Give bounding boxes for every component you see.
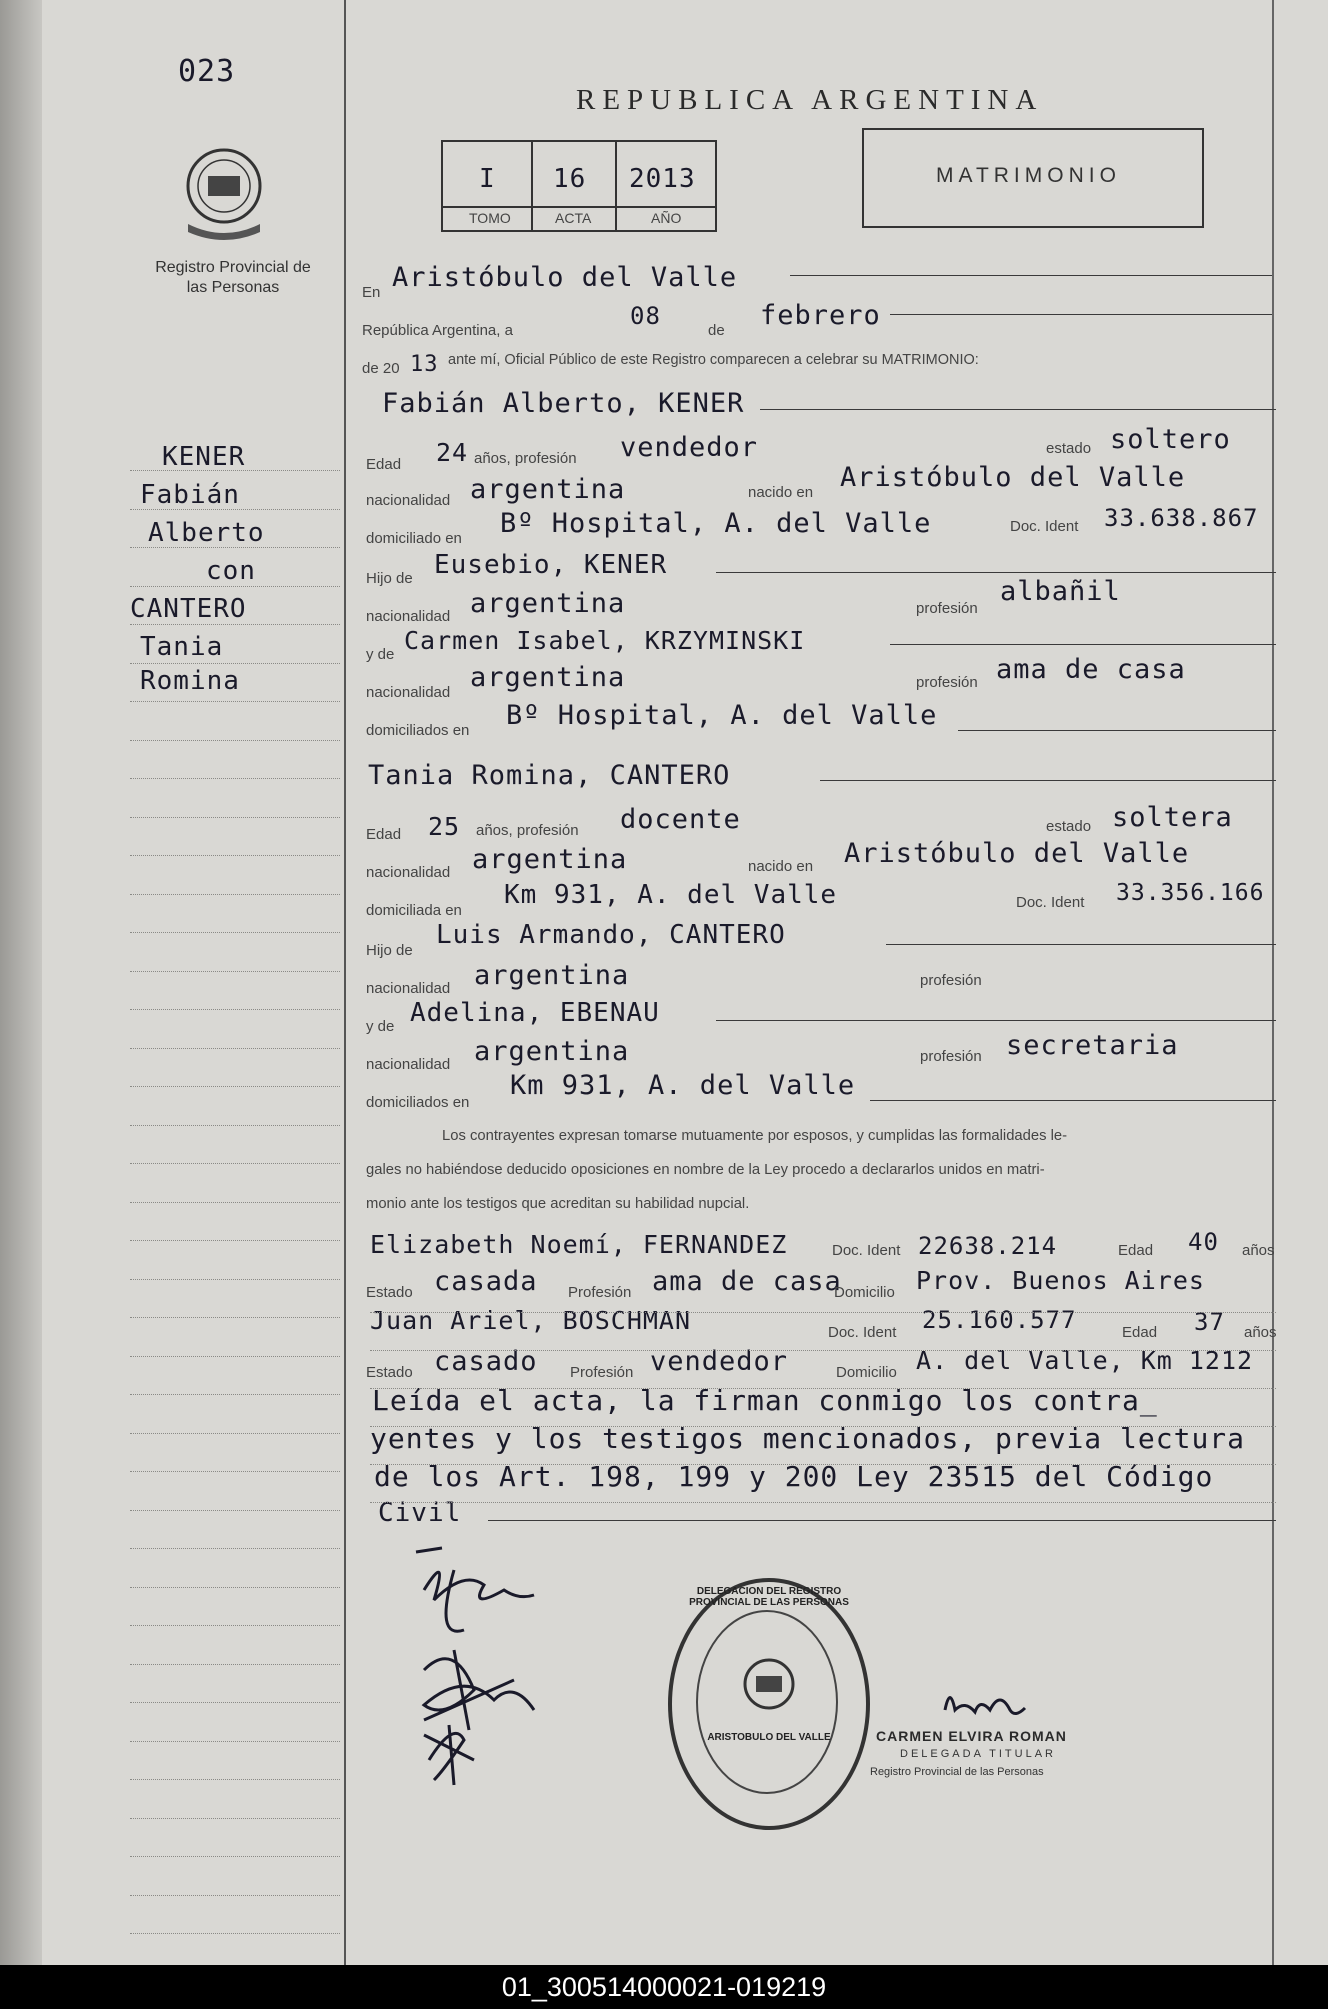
ruled-line — [130, 1856, 340, 1857]
underline — [886, 944, 1276, 945]
officer-org: Registro Provincial de las Personas — [870, 1766, 1044, 1778]
closing-line: Civil — [378, 1498, 462, 1528]
underline — [890, 644, 1276, 645]
estado-label: Estado — [366, 1284, 413, 1301]
ruled-line — [370, 1388, 1276, 1389]
ruled-line — [130, 1433, 340, 1434]
ruled-line — [130, 1394, 340, 1395]
acta-label: ACTA — [555, 210, 592, 226]
nacionalidad-label: nacionalidad — [366, 1056, 451, 1073]
nacionalidad-label: nacionalidad — [366, 864, 451, 881]
groom-mother-profession: ama de casa — [996, 654, 1186, 685]
witness2-age: 37 — [1194, 1308, 1225, 1336]
groom-age: 24 — [436, 438, 469, 467]
ruled-line — [130, 778, 340, 779]
nacionalidad-label: nacionalidad — [366, 608, 451, 625]
groom-status: soltero — [1110, 424, 1231, 455]
profesion-label: años, profesión — [474, 450, 577, 467]
rep-label: República Argentina, a — [362, 322, 513, 339]
bride-parents-address: Km 931, A. del Valle — [510, 1070, 856, 1101]
acta-value: 16 — [553, 164, 587, 194]
ruled-line — [130, 1471, 340, 1472]
ruled-line — [130, 1587, 340, 1588]
ruled-line — [130, 1779, 340, 1780]
ruled-line — [130, 547, 340, 548]
tomo-label: TOMO — [469, 210, 511, 226]
margin-note-line: CANTERO — [130, 594, 247, 624]
year-value: 13 — [410, 352, 439, 377]
ruled-line — [130, 1202, 340, 1203]
bride-mother-nationality: argentina — [474, 1036, 630, 1067]
bride-profession: docente — [620, 804, 741, 835]
nacionalidad-label: nacionalidad — [366, 492, 451, 509]
doc-label: Doc. Ident — [1010, 518, 1079, 535]
stamp-emblem-icon — [740, 1654, 798, 1718]
profesion-label: profesión — [916, 674, 978, 691]
bride-name: Tania Romina, CANTERO — [368, 760, 731, 791]
ruled-line — [130, 1664, 340, 1665]
doc-label: Doc. Ident — [1016, 894, 1085, 911]
nacido-label: nacido en — [748, 484, 814, 501]
profesion-label: Profesión — [570, 1364, 634, 1381]
doc-label: Doc. Ident — [832, 1242, 901, 1259]
ruled-line — [130, 894, 340, 895]
profesion-label: profesión — [920, 1048, 982, 1065]
witness1-name: Elizabeth Noemí, FERNANDEZ — [370, 1230, 788, 1259]
ruled-line — [370, 1426, 1276, 1427]
bride-mother-profession: secretaria — [1006, 1030, 1179, 1061]
underline — [716, 572, 1276, 573]
bride-status: soltera — [1112, 802, 1233, 833]
underline — [890, 314, 1272, 315]
ruled-line — [130, 1125, 340, 1126]
ruled-line — [130, 701, 340, 702]
officer-signature — [940, 1680, 1030, 1730]
profesion-label: profesión — [916, 600, 978, 617]
registry-stamp — [668, 1578, 870, 1830]
margin-note-line: con — [206, 556, 256, 586]
anio-label: AÑO — [651, 210, 682, 226]
edad-label: Edad — [366, 826, 402, 843]
ruled-line — [130, 1086, 340, 1087]
groom-parents-address: Bº Hospital, A. del Valle — [506, 700, 938, 731]
witness2-address: A. del Valle, Km 1212 — [916, 1346, 1254, 1375]
witness2-name: Juan Ariel, BOSCHMAN — [370, 1306, 692, 1335]
country-title: REPUBLICA ARGENTINA — [576, 84, 1044, 116]
ruled-line — [130, 1548, 340, 1549]
underline — [716, 1020, 1276, 1021]
bride-address: Km 931, A. del Valle — [504, 880, 838, 910]
ruled-line — [130, 971, 340, 972]
book-binding — [0, 0, 42, 1965]
profesion-label: años, profesión — [476, 822, 579, 839]
en-label: En — [362, 284, 381, 301]
groom-father-profession: albañil — [1000, 576, 1121, 607]
ruled-line — [130, 1317, 340, 1318]
ruled-line — [130, 470, 340, 471]
ruled-line — [130, 1625, 340, 1626]
stamp-inner-text: ARISTOBULO DEL VALLE — [707, 1732, 831, 1743]
tomo-acta-box — [441, 140, 717, 232]
edad-label: Edad — [366, 456, 402, 473]
domiciliado-label: domiciliado en — [366, 530, 462, 547]
day-value: 08 — [630, 302, 661, 330]
column-divider — [344, 0, 346, 1965]
declaration-line: Los contrayentes expresan tomarse mutuamente por esposos, y cumplidas las formalidades le- — [442, 1128, 1068, 1144]
y-de-label: y de — [366, 1018, 395, 1035]
groom-doc: 33.638.867 — [1104, 504, 1259, 532]
groom-father: Eusebio, KENER — [434, 550, 668, 580]
ruled-line — [130, 509, 340, 510]
y-de-label: y de — [366, 646, 395, 663]
bride-father: Luis Armando, CANTERO — [436, 920, 786, 950]
officer-title: DELEGADA TITULAR — [900, 1748, 1056, 1760]
underline — [760, 409, 1276, 410]
ruled-line — [130, 817, 340, 818]
witness1-address: Prov. Buenos Aires — [916, 1266, 1205, 1295]
witness2-doc: 25.160.577 — [922, 1306, 1077, 1334]
estado-label: Estado — [366, 1364, 413, 1381]
bride-mother: Adelina, EBENAU — [410, 998, 660, 1028]
witness1-profession: ama de casa — [652, 1266, 842, 1297]
witness1-age: 40 — [1188, 1228, 1219, 1256]
domicilio-label: Domicilio — [836, 1364, 897, 1381]
ruled-line — [130, 1510, 340, 1511]
margin-note-line: KENER — [162, 442, 246, 472]
witness2-status: casado — [434, 1346, 538, 1377]
margin-note-line: Tania — [140, 632, 224, 662]
witness1-status: casada — [434, 1266, 538, 1297]
profesion-label: profesión — [920, 972, 982, 989]
underline — [790, 275, 1272, 276]
ruled-line — [370, 1464, 1276, 1465]
bride-born: Aristóbulo del Valle — [844, 838, 1190, 869]
ruled-line — [130, 932, 340, 933]
act-type: MATRIMONIO — [936, 164, 1121, 187]
nacido-label: nacido en — [748, 858, 814, 875]
groom-father-nationality: argentina — [470, 588, 626, 619]
nacionalidad-label: nacionalidad — [366, 684, 451, 701]
month-value: febrero — [760, 300, 881, 331]
closing-line: yentes y los testigos mencionados, previa lectura — [370, 1422, 1246, 1455]
ruled-line — [130, 855, 340, 856]
anos-label: años — [1242, 1242, 1275, 1259]
domiciliados-label: domiciliados en — [366, 1094, 470, 1111]
declaration-line: gales no habiéndose deducido oposiciones en nombre de la Ley procedo a declararlos unidos en matri- — [366, 1162, 1045, 1178]
edad-label: Edad — [1122, 1324, 1158, 1341]
ruled-line — [130, 1895, 340, 1896]
ruled-line — [130, 624, 340, 625]
estado-label: estado — [1046, 440, 1092, 457]
ruled-line — [130, 1933, 340, 1934]
margin-note-line: Romina — [140, 666, 240, 696]
underline — [958, 730, 1276, 731]
ruled-line — [130, 1741, 340, 1742]
right-border — [1272, 0, 1274, 1965]
underline — [870, 1100, 1276, 1101]
doc-label: Doc. Ident — [828, 1324, 897, 1341]
intro-text: ante mí, Oficial Público de este Registro comparecen a celebrar su MATRIMONIO: — [448, 352, 979, 368]
act-type-box — [862, 128, 1204, 228]
anos-label: años — [1244, 1324, 1277, 1341]
ruled-line — [130, 1163, 340, 1164]
registry-name: Registro Provincial de las Personas — [155, 259, 311, 296]
witness1-doc: 22638.214 — [918, 1232, 1058, 1260]
ruled-line — [130, 1009, 340, 1010]
page-number: 023 — [178, 54, 236, 89]
ruled-line — [130, 1048, 340, 1049]
hijo-label: Hijo de — [366, 942, 413, 959]
groom-born: Aristóbulo del Valle — [840, 462, 1186, 493]
anio-value: 2013 — [629, 164, 696, 194]
bride-father-nationality: argentina — [474, 960, 630, 991]
nacionalidad-label: nacionalidad — [366, 980, 451, 997]
ruled-line — [130, 740, 340, 741]
groom-address: Bº Hospital, A. del Valle — [500, 508, 932, 539]
place-value: Aristóbulo del Valle — [392, 262, 738, 293]
declaration-line: monio ante los testigos que acreditan su habilidad nupcial. — [366, 1196, 750, 1212]
estado-label: estado — [1046, 818, 1092, 835]
ruled-line — [130, 1356, 340, 1357]
de-label: de — [708, 322, 725, 339]
signatures — [394, 1530, 564, 1790]
witness2-profession: vendedor — [650, 1346, 789, 1377]
groom-mother: Carmen Isabel, KRZYMINSKI — [404, 626, 806, 655]
ruled-line — [370, 1312, 1276, 1313]
file-id-footer: 01_300514000021-019219 — [0, 1965, 1328, 2009]
ruled-line — [130, 663, 340, 664]
hijo-label: Hijo de — [366, 570, 413, 587]
bride-doc: 33.356.166 — [1116, 880, 1265, 906]
bride-age: 25 — [428, 812, 461, 841]
margin-note-line: Fabián — [140, 480, 240, 510]
stamp-ring-text: DELEGACION DEL REGISTRO PROVINCIAL DE LAS PERSONAS — [689, 1586, 849, 1608]
closing-line: de los Art. 198, 199 y 200 Ley 23515 del Código — [374, 1460, 1214, 1493]
bride-nationality: argentina — [472, 844, 628, 875]
underline — [488, 1520, 1276, 1521]
profesion-label: Profesión — [568, 1284, 632, 1301]
ruled-line — [130, 1240, 340, 1241]
groom-nationality: argentina — [470, 474, 626, 505]
groom-profession: vendedor — [620, 432, 759, 463]
ruled-line — [130, 1702, 340, 1703]
underline — [820, 780, 1276, 781]
domiciliada-label: domiciliada en — [366, 902, 462, 919]
tomo-value: I — [479, 164, 496, 194]
margin-note-line: Alberto — [148, 518, 265, 548]
year-prefix: de 20 — [362, 360, 400, 377]
groom-mother-nationality: argentina — [470, 662, 626, 693]
edad-label: Edad — [1118, 1242, 1154, 1259]
closing-line: Leída el acta, la firman conmigo los contra_ — [372, 1384, 1158, 1417]
ruled-line — [370, 1350, 1276, 1351]
ruled-line — [130, 586, 340, 587]
domicilio-label: Domicilio — [834, 1284, 895, 1301]
ruled-line — [130, 1279, 340, 1280]
ruled-line — [370, 1502, 1276, 1503]
domiciliados-label: domiciliados en — [366, 722, 470, 739]
misiones-emblem-icon — [178, 138, 270, 242]
groom-name: Fabián Alberto, KENER — [382, 388, 745, 419]
ruled-line — [130, 1818, 340, 1819]
officer-name: CARMEN ELVIRA ROMAN — [876, 1728, 1067, 1744]
